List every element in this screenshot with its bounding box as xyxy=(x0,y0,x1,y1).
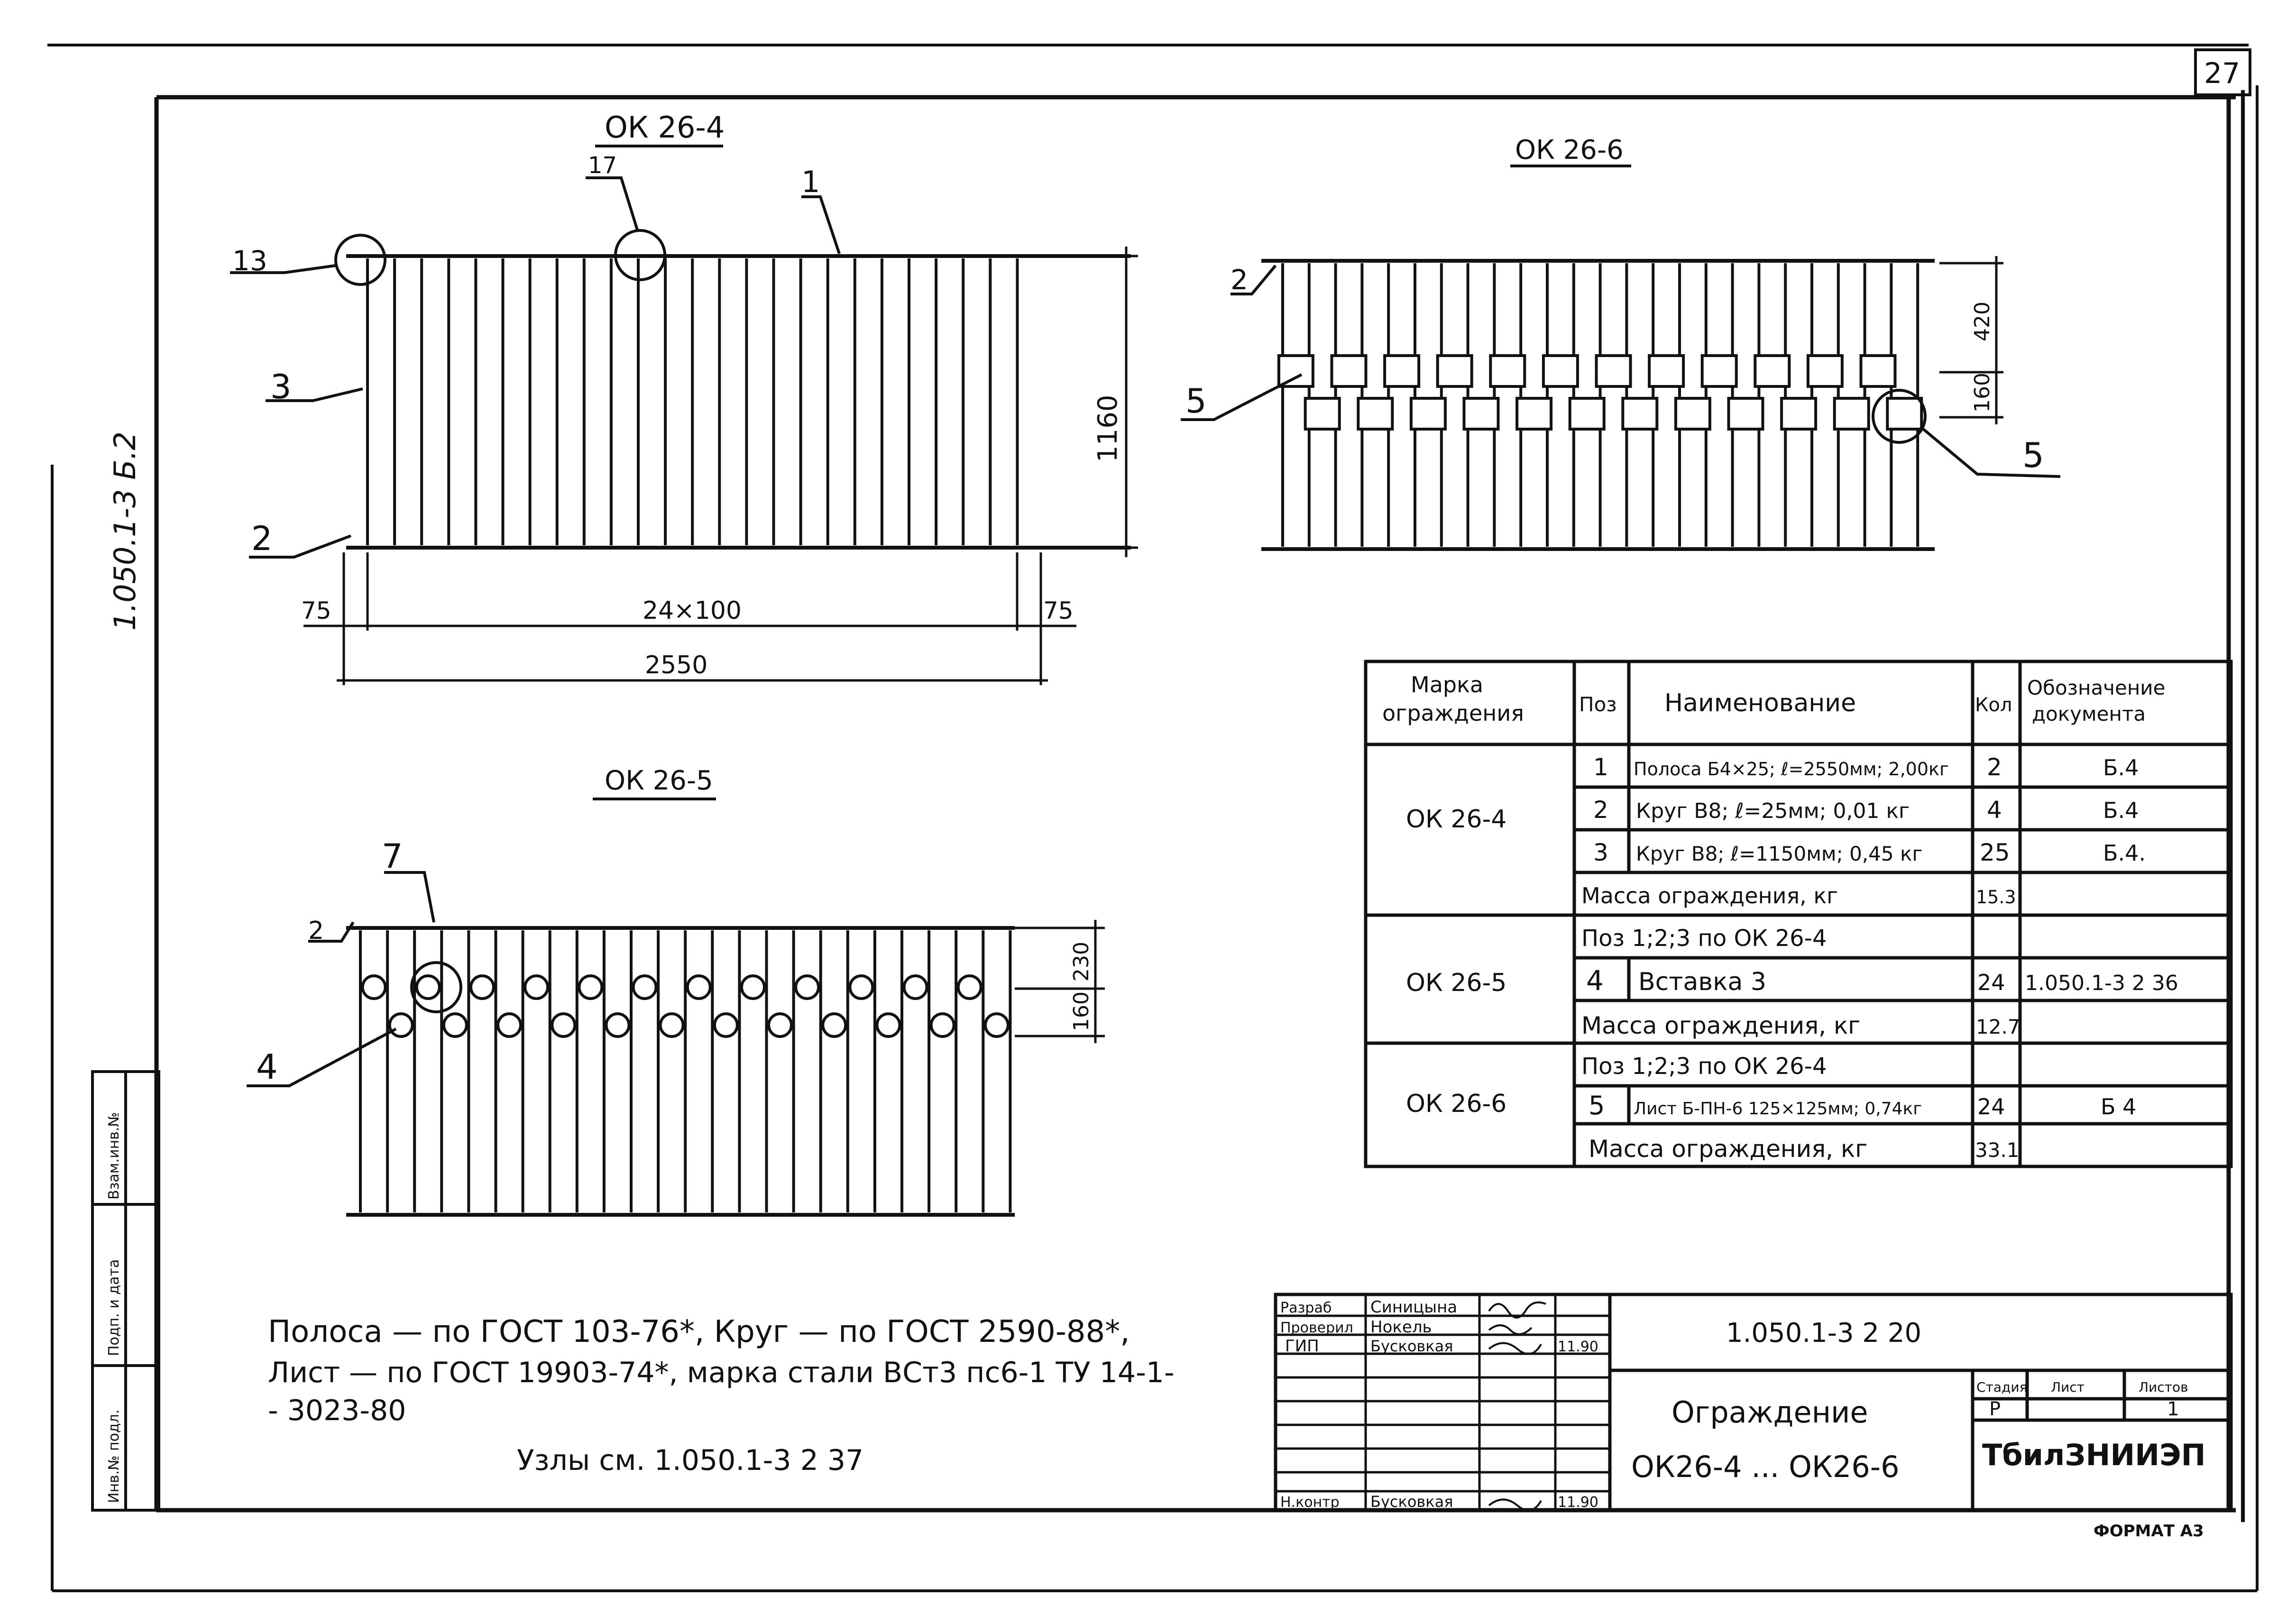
dim-2550: 2550 xyxy=(645,651,708,679)
header-name: Наименование xyxy=(1664,689,1856,717)
ref-ok26-5: Поз 1;2;3 по ОК 26-4 xyxy=(1581,925,1827,952)
role-proveril: Проверил xyxy=(1280,1320,1353,1336)
qty-3: 25 xyxy=(1980,839,2010,866)
doc-code: 1.050.1-3 2 20 xyxy=(1726,1318,1922,1349)
header-doc-1: Обозначение xyxy=(2027,676,2166,699)
insert-plate xyxy=(1438,356,1472,386)
stage-label: Стадия xyxy=(1976,1379,2028,1395)
callout-4: 4 xyxy=(256,1047,278,1087)
callout-2: 2 xyxy=(251,519,273,558)
insert-plate xyxy=(1676,398,1710,429)
dim-230: 230 xyxy=(1069,942,1093,982)
title-line-1: Ограждение xyxy=(1671,1395,1868,1430)
insert-plate xyxy=(1782,398,1816,429)
callout-2: 2 xyxy=(308,917,324,945)
name-3: Круг В8; ℓ=1150мм; 0,45 кг xyxy=(1636,842,1923,865)
drawing-ok26-5 xyxy=(247,765,1105,1215)
insert-plate xyxy=(1305,398,1340,429)
insert-plate xyxy=(1411,398,1445,429)
header-mark-2: ограждения xyxy=(1382,700,1524,726)
insert-ring xyxy=(579,976,602,999)
callout-5-left: 5 xyxy=(1185,382,1207,421)
drawing-ok26-6 xyxy=(1181,135,2060,549)
mark-ok26-6: ОК 26-6 xyxy=(1406,1090,1507,1118)
insert-ring xyxy=(498,1014,521,1037)
stamp-sign: Подп. и дата xyxy=(106,1259,122,1356)
sheet-value: 1 xyxy=(2167,1398,2179,1420)
role-nkontr: Н.контр xyxy=(1280,1494,1340,1511)
qty-5: 24 xyxy=(1977,1094,2005,1119)
pos-4: 4 xyxy=(1586,964,1604,997)
name-4: Вставка 3 xyxy=(1638,968,1766,996)
dim-420: 420 xyxy=(1970,302,1994,341)
title-ok26-5: ОК 26-5 xyxy=(605,765,713,796)
insert-plate xyxy=(1464,398,1498,429)
name-2: Круг В8; ℓ=25мм; 0,01 кг xyxy=(1636,799,1910,823)
dim-75-left: 75 xyxy=(301,597,331,624)
qty-4: 24 xyxy=(1977,970,2005,995)
mark-ok26-4: ОК 26-4 xyxy=(1406,805,1507,834)
role-gip: ГИП xyxy=(1285,1337,1319,1356)
note-line-4: Узлы см. 1.050.1-3 2 37 xyxy=(517,1444,864,1477)
pos-5: 5 xyxy=(1589,1091,1605,1120)
dim-24x100: 24×100 xyxy=(643,596,742,625)
callout-5-right: 5 xyxy=(2022,435,2044,475)
insert-ring xyxy=(850,976,872,999)
header-doc-2: документа xyxy=(2032,702,2146,725)
insert-ring xyxy=(769,1014,791,1037)
node-13-circle xyxy=(336,235,385,284)
insert-ring xyxy=(444,1014,467,1037)
name-1: Полоса Б4×25; ℓ=2550мм; 2,00кг xyxy=(1634,759,1949,780)
spec-table xyxy=(1366,661,2231,1166)
ref-ok26-6: Поз 1;2;3 по ОК 26-4 xyxy=(1581,1053,1827,1080)
dim-160: 160 xyxy=(1970,373,1994,413)
org-name: ТбилЗНИИЭП xyxy=(1982,1438,2206,1472)
name-5: Лист Б-ПН-6 125×125мм; 0,74кг xyxy=(1634,1099,1922,1119)
insert-ring xyxy=(606,1014,629,1037)
insert-plate xyxy=(1358,398,1392,429)
insert-ring xyxy=(634,976,656,999)
title-line-2: ОК26-4 ... ОК26-6 xyxy=(1631,1450,1900,1484)
date-nkontr: 11.90 xyxy=(1558,1494,1598,1511)
insert-plate xyxy=(1702,356,1736,386)
header-mark-1: Марка xyxy=(1411,672,1484,697)
doc-5: Б 4 xyxy=(2101,1094,2137,1119)
insert-ring xyxy=(796,976,818,999)
insert-plate xyxy=(1332,356,1366,386)
title-ok26-4: ОК 26-4 xyxy=(605,110,725,145)
mass-value-ok26-6: 33.1 xyxy=(1975,1138,2020,1162)
title-block xyxy=(1276,1294,2231,1511)
doc-3: Б.4. xyxy=(2103,840,2146,866)
stamp-inv: Инв.№ подл. xyxy=(106,1409,122,1503)
insert-ring xyxy=(525,976,548,999)
callout-17: 17 xyxy=(588,152,617,179)
mass-label-ok26-5: Масса ограждения, кг xyxy=(1581,1012,1861,1039)
pos-2: 2 xyxy=(1593,796,1608,824)
callout-2: 2 xyxy=(1231,264,1248,296)
doc-1: Б.4 xyxy=(2103,755,2139,780)
insert-plate xyxy=(1623,398,1657,429)
insert-ring xyxy=(823,1014,845,1037)
insert-plate xyxy=(1729,398,1763,429)
name-proveril: Нокель xyxy=(1370,1318,1432,1337)
sheet-label: Лист xyxy=(2051,1379,2085,1395)
note-line-1: Полоса — по ГОСТ 103-76*, Круг — по ГОСТ 2590-88*, xyxy=(268,1314,1130,1349)
name-nkontr: Бусковкая xyxy=(1370,1493,1453,1511)
role-razrab: Разраб xyxy=(1280,1300,1332,1316)
insert-ring xyxy=(661,1014,683,1037)
insert-ring xyxy=(985,1014,1008,1037)
insert-ring xyxy=(471,976,494,999)
pos-1: 1 xyxy=(1593,753,1608,781)
insert-ring xyxy=(958,976,981,999)
format-label: ФОРМАТ А3 xyxy=(2094,1522,2204,1541)
insert-ring xyxy=(417,976,440,999)
side-label: 1.050.1-3 Б.2 xyxy=(108,431,142,631)
insert-ring xyxy=(904,976,927,999)
qty-1: 2 xyxy=(1987,753,2002,781)
stage-value: Р xyxy=(1989,1398,2001,1420)
name-razrab: Синицына xyxy=(1370,1298,1458,1317)
dim-1160: 1160 xyxy=(1093,395,1123,462)
notes xyxy=(268,1314,1175,1477)
mass-value-ok26-4: 15.3 xyxy=(1976,887,2016,908)
mass-label-ok26-6: Масса ограждения, кг xyxy=(1589,1135,1868,1163)
insert-plate xyxy=(1649,356,1683,386)
insert-plate xyxy=(1861,356,1895,386)
mark-ok26-5: ОК 26-5 xyxy=(1406,969,1507,997)
dim-75-right: 75 xyxy=(1043,597,1074,624)
insert-plate xyxy=(1279,356,1313,386)
insert-plate xyxy=(1887,398,1921,429)
insert-plate xyxy=(1597,356,1631,386)
insert-plate xyxy=(1385,356,1419,386)
header-qty: Кол xyxy=(1975,694,2012,716)
sheet-number: 27 xyxy=(2204,57,2241,90)
insert-ring xyxy=(552,1014,575,1037)
doc-2: Б.4 xyxy=(2103,798,2139,823)
insert-plate xyxy=(1755,356,1789,386)
header-pos: Поз xyxy=(1579,693,1617,716)
insert-ring xyxy=(688,976,710,999)
title-ok26-6: ОК 26-6 xyxy=(1515,135,1624,165)
insert-plate xyxy=(1570,398,1604,429)
insert-plate xyxy=(1490,356,1525,386)
qty-2: 4 xyxy=(1987,796,2002,824)
callout-3: 3 xyxy=(270,367,292,406)
insert-ring xyxy=(363,976,386,999)
note-line-3: - 3023-80 xyxy=(268,1394,406,1427)
dim-160: 160 xyxy=(1069,991,1093,1031)
insert-ring xyxy=(390,1014,413,1037)
insert-ring xyxy=(877,1014,900,1037)
date-gip: 11.90 xyxy=(1558,1339,1598,1355)
insert-plate xyxy=(1543,356,1578,386)
drawing-ok26-4 xyxy=(230,110,1138,685)
sheets-label: Листов xyxy=(2139,1379,2188,1395)
mass-value-ok26-5: 12.7 xyxy=(1976,1015,2020,1038)
note-line-2: Лист — по ГОСТ 19903-74*, марка стали ВСт3 пс6-1 ТУ 14-1- xyxy=(268,1356,1175,1389)
pos-3: 3 xyxy=(1593,839,1608,866)
insert-ring xyxy=(715,1014,737,1037)
insert-plate xyxy=(1835,398,1869,429)
mass-label-ok26-4: Масса ограждения, кг xyxy=(1581,883,1838,908)
stamp-replace: Взам.инв.№ xyxy=(106,1112,122,1200)
insert-ring xyxy=(931,1014,954,1037)
name-gip: Бусковкая xyxy=(1370,1337,1453,1355)
insert-plate xyxy=(1517,398,1551,429)
insert-ring xyxy=(742,976,764,999)
callout-13: 13 xyxy=(232,245,267,277)
callout-1: 1 xyxy=(801,165,820,199)
insert-plate xyxy=(1808,356,1842,386)
callout-7: 7 xyxy=(382,837,403,876)
doc-4: 1.050.1-3 2 36 xyxy=(2025,971,2178,995)
